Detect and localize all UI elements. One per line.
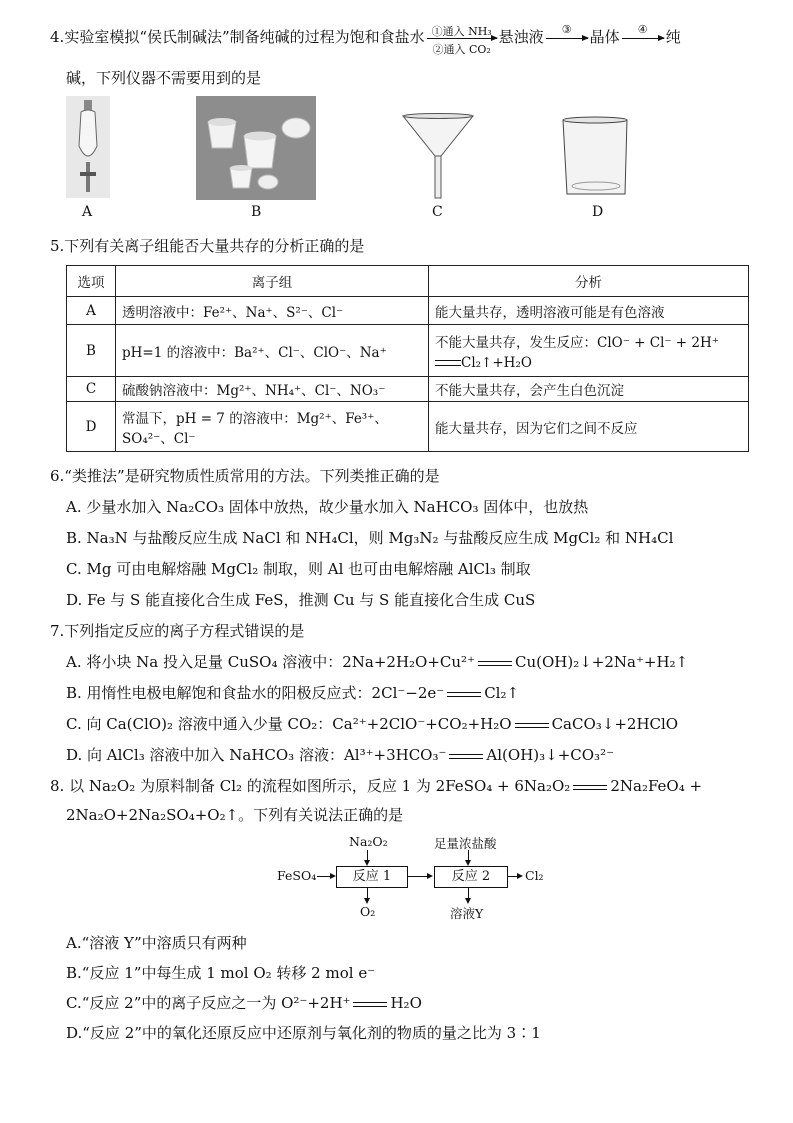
row-analysis: 不能大量共存，会产生白色沉淀 (429, 377, 749, 402)
funnel-image (401, 112, 475, 200)
header-option: 选项 (67, 266, 116, 297)
q8-option-c: C.“反应 2”中的离子反应之一为 O²⁻+2H⁺ H₂O (66, 994, 422, 1012)
q6-option-d: D. Fe 与 S 能直接化合生成 FeS，推测 Cu 与 S 能直接化合生成 CuS (66, 591, 536, 609)
row-ions: 硫酸钠溶液中：Mg²⁺、NH₄⁺、Cl⁻、NO₃⁻ (116, 377, 429, 402)
q7-stem: 7.下列指定反应的离子方程式错误的是 (50, 622, 305, 640)
q8-option-b: B.“反应 1”中每生成 1 mol O₂ 转移 2 mol e⁻ (66, 964, 376, 982)
beaker-image (557, 114, 635, 198)
row-ions-line1: 常温下，pH = 7 的溶液中：Mg²⁺、Fe³⁺、 (122, 410, 388, 427)
flow-start-feso4: FeSO₄ (277, 868, 317, 883)
q4-option-d: D (592, 204, 604, 220)
row-option: D (67, 402, 116, 452)
flow-output-o2: O₂ (360, 904, 376, 919)
equals-arrow (573, 785, 607, 790)
row-analysis: 能大量共存，因为它们之间不反应 (429, 402, 749, 452)
q7-option-c: C. 向 Ca(ClO)₂ 溶液中通入少量 CO₂：Ca²⁺+2ClO⁻+CO₂+H₂O CaCO₃↓+2HClO (66, 715, 679, 733)
table-row (67, 325, 749, 377)
ion-table (66, 265, 749, 452)
q4-arrow3-top: ④ (637, 23, 648, 36)
equals-arrow (353, 1002, 387, 1007)
q8-stem-line1: 8. 以 Na₂O₂ 为原料制备 Cl₂ 的流程如图所示，反应 1 为 2FeSO₄ + 6Na₂O₂ 2Na₂FeO₄ + (50, 777, 703, 795)
flow-output-solution-y: 溶液Y (450, 906, 484, 921)
q7-option-d: D. 向 AlCl₃ 溶液中加入 NaHCO₃ 溶液：Al³⁺+3HCO₃⁻ Al(OH)₃↓+CO₃²⁻ (66, 746, 615, 764)
q7-option-a: A. 将小块 Na 投入足量 CuSO₄ 溶液中：2Na+2H₂O+Cu²⁺ Cu(OH)₂↓+2Na⁺+H₂↑ (66, 653, 689, 671)
row-option: A (67, 297, 116, 325)
flow-input-na2o2: Na₂O₂ (349, 834, 388, 849)
q4-arrow2-top: ③ (561, 23, 572, 36)
row-ions: pH=1 的溶液中：Ba²⁺、Cl⁻、ClO⁻、Na⁺ (116, 325, 429, 377)
q4-stem-line2: 碱，下列仪器不需要用到的是 (66, 69, 262, 87)
q7-option-b: B. 用惰性电极电解饱和食盐水的阳极反应式：2Cl⁻−2e⁻ Cl₂↑ (66, 684, 520, 702)
q4-arrow3 (622, 23, 664, 39)
row-ions-line2: SO₄²⁻、Cl⁻ (122, 430, 196, 447)
q4-number: 4. (50, 28, 65, 46)
row-analysis (429, 325, 749, 377)
q4-text1: 实验室模拟“侯氏制碱法”制备纯碱的过程为饱和食盐水 (64, 28, 425, 46)
table-row (67, 377, 749, 402)
q8-stem-line2: 2Na₂O+2Na₂SO₄+O₂↑。下列有关说法正确的是 (66, 806, 404, 824)
row-analysis-line2: Cl₂↑+H₂O (461, 354, 532, 371)
flow-input-hcl: 足量浓盐酸 (434, 836, 497, 851)
q6-option-a: A. 少量水加入 Na₂CO₃ 固体中放热，故少量水加入 NaHCO₃ 固体中，也放热 (66, 498, 589, 516)
table-header-row (67, 266, 749, 297)
row-ions: 透明溶液中：Fe²⁺、Na⁺、S²⁻、Cl⁻ (116, 297, 429, 325)
row-option: C (67, 377, 116, 402)
table-row (67, 297, 749, 325)
header-analysis: 分析 (429, 266, 749, 297)
q4-option-a: A (82, 204, 93, 220)
equals-arrow (449, 754, 483, 759)
header-ions: 离子组 (116, 266, 429, 297)
q4-arrow2 (546, 23, 588, 39)
equals-arrow (435, 360, 461, 366)
q8-option-d: D.“反应 2”中的氧化还原反应中还原剂与氧化剂的物质的量之比为 3∶1 (66, 1024, 541, 1042)
q4-text2: 悬浊液 (498, 28, 544, 46)
separatory-funnel-image (66, 96, 110, 198)
q4-text3: 晶体 (589, 28, 620, 46)
q6-stem: 6.“类推法”是研究物质性质常用的方法。下列类推正确的是 (50, 467, 440, 485)
q5-stem: 5.下列有关离子组能否大量共存的分析正确的是 (50, 237, 365, 255)
row-ions (116, 402, 429, 452)
row-analysis: 能大量共存，透明溶液可能是有色溶液 (429, 297, 749, 325)
q4-text4: 纯 (665, 28, 681, 46)
q4-stem-line1 (50, 23, 681, 56)
table-row (67, 402, 749, 452)
row-option: B (67, 325, 116, 377)
flow-end-cl2: Cl₂ (525, 868, 544, 883)
q4-arrow1-bottom: ②通入 CO₂ (432, 43, 491, 56)
crucibles-image (196, 96, 316, 200)
equals-arrow (515, 723, 549, 728)
flow-box-reaction1: 反应 1 (336, 866, 408, 888)
flow-box-reaction2: 反应 2 (434, 866, 508, 888)
q4-arrow1 (427, 25, 497, 56)
q6-option-b: B. Na₃N 与盐酸反应生成 NaCl 和 NH₄Cl，则 Mg₃N₂ 与盐酸反应生成 MgCl₂ 和 NH₄Cl (66, 529, 674, 547)
q8-option-a: A.“溶液 Y”中溶质只有两种 (66, 934, 247, 952)
equals-arrow (478, 661, 512, 666)
q4-option-c: C (432, 204, 443, 220)
row-analysis-line1: 不能大量共存，发生反应：ClO⁻ + Cl⁻ + 2H⁺ (435, 334, 719, 351)
q4-option-b: B (251, 204, 262, 220)
q4-arrow1-top: ①通入 NH₃ (431, 25, 492, 38)
q6-option-c: C. Mg 可由电解熔融 MgCl₂ 制取，则 Al 也可由电解熔融 AlCl₃ 制取 (66, 560, 531, 578)
equals-arrow (447, 692, 481, 697)
